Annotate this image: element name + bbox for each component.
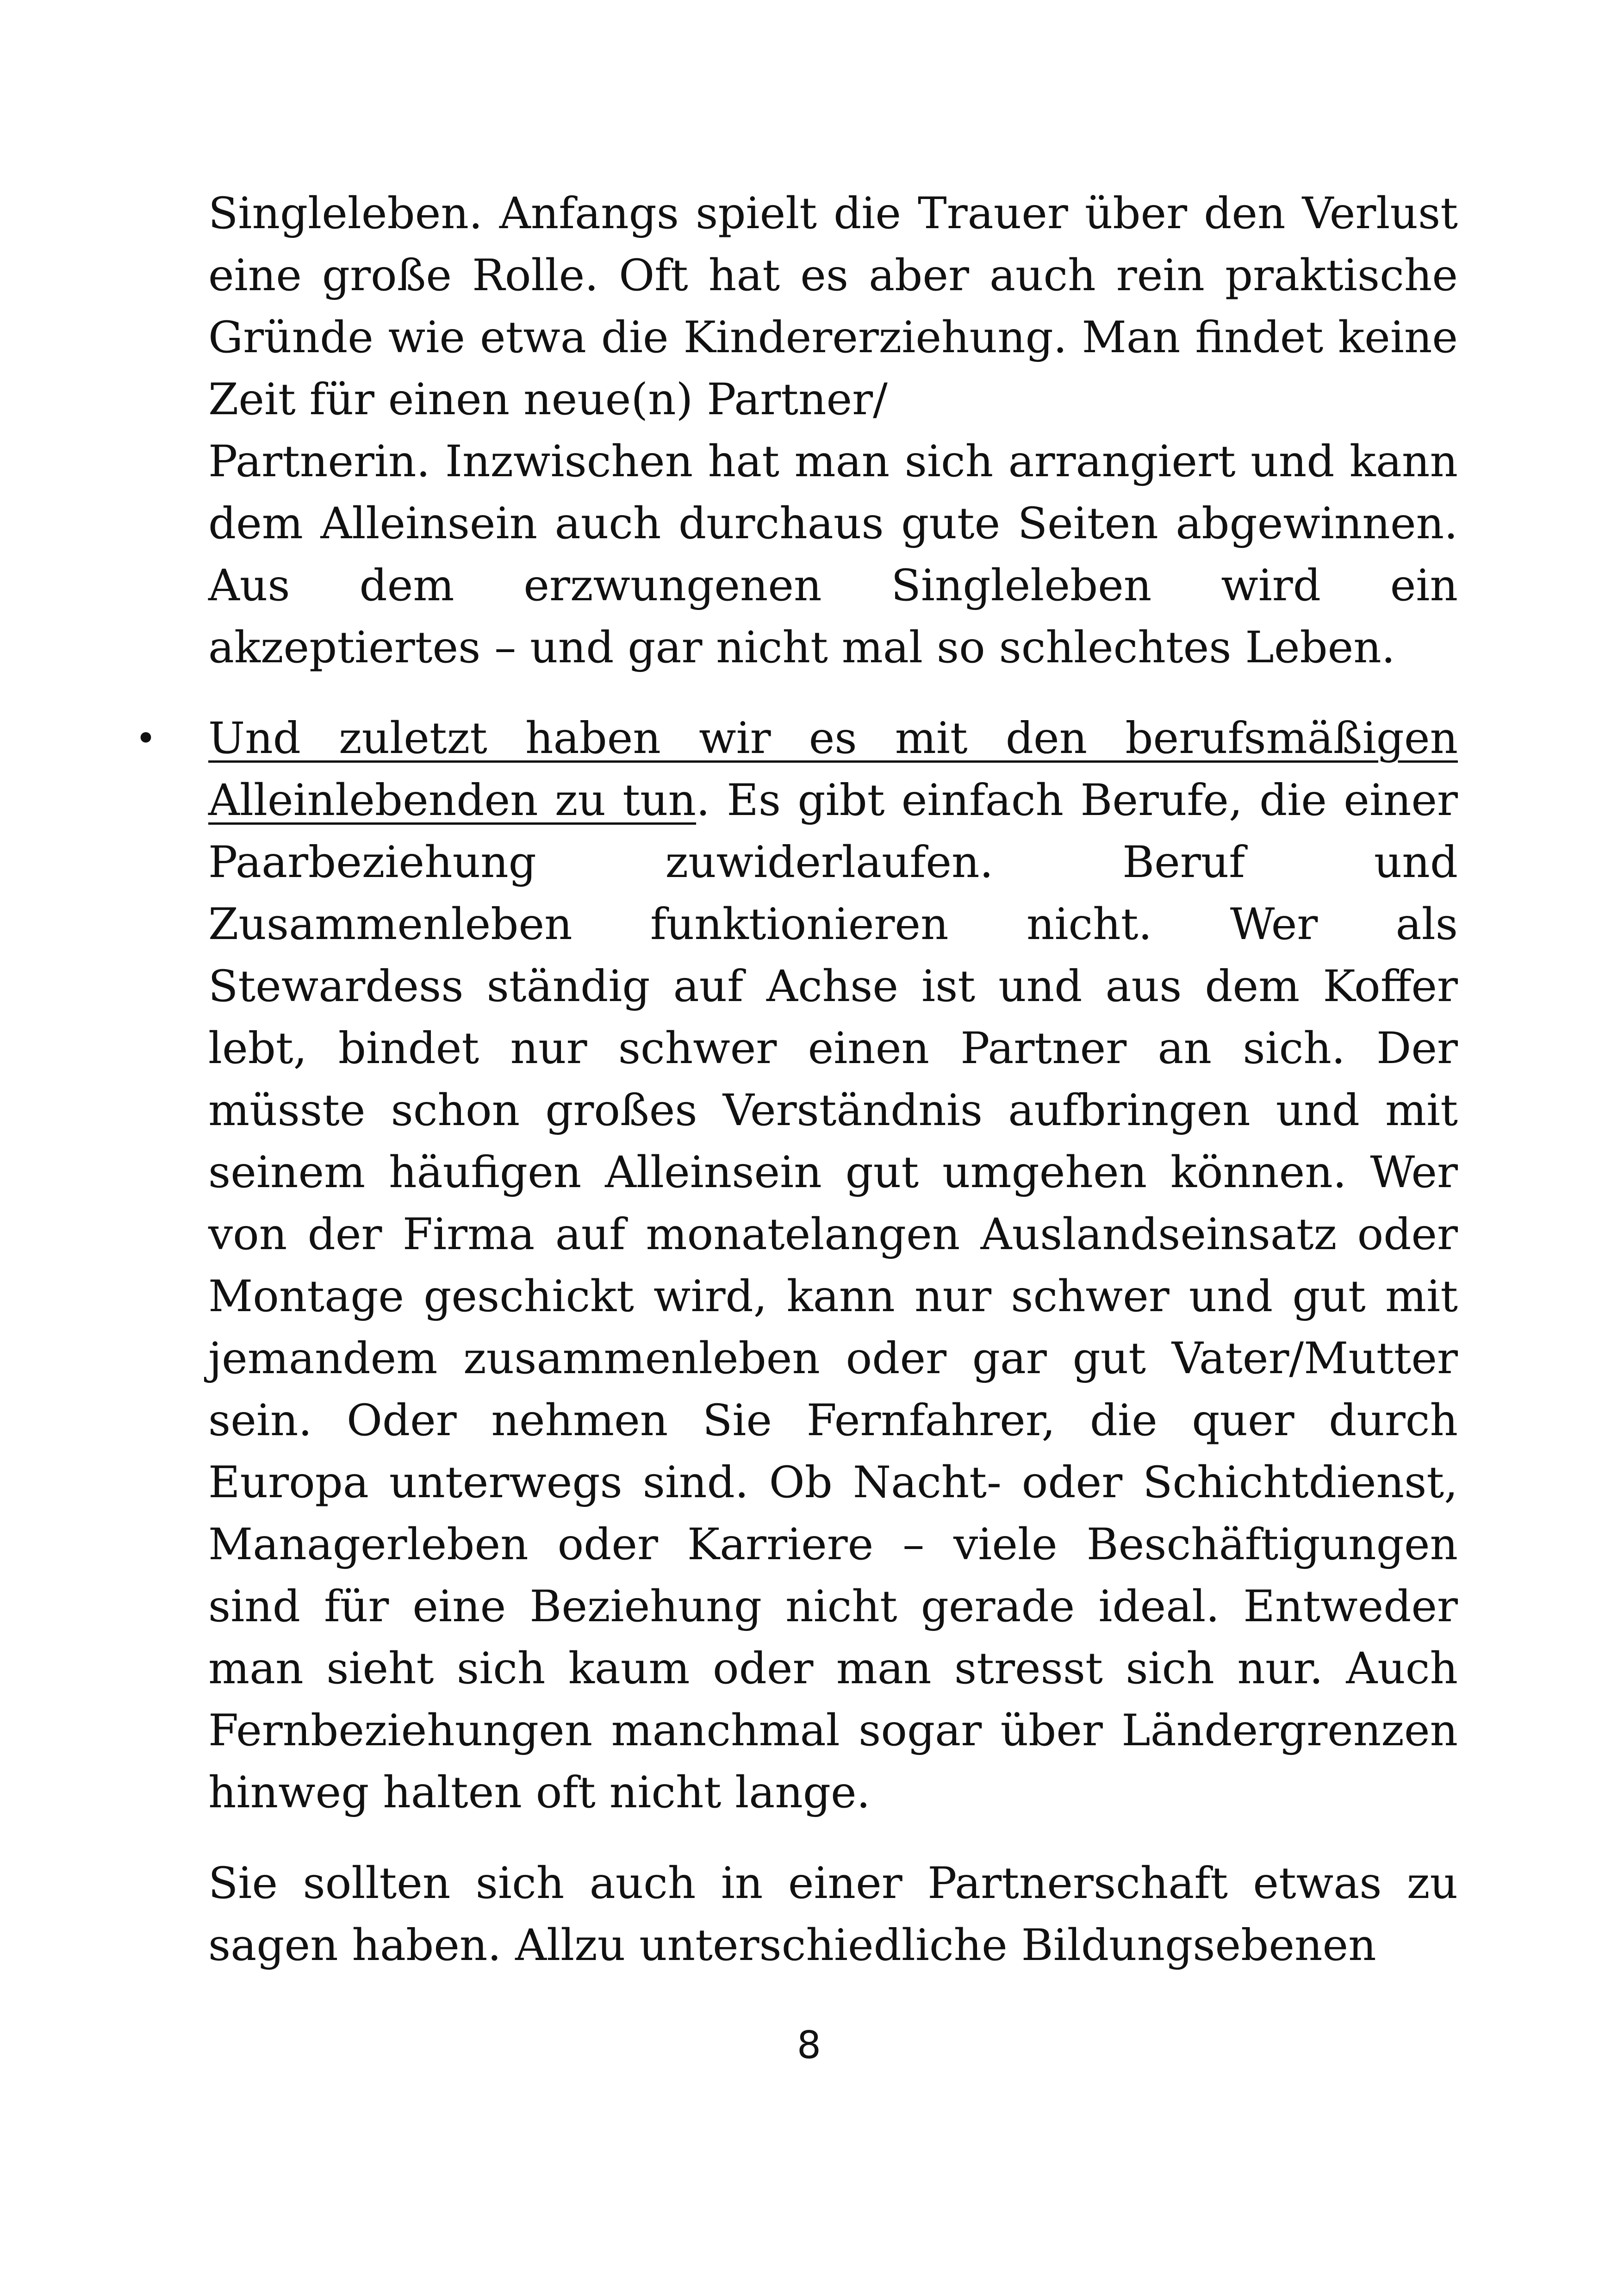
page-number: 8 <box>797 2023 821 2067</box>
bullet-body-text: . Es gibt einfach Berufe, die einer Paarbeziehung zuwiderlaufen. Beruf und Zusammenleben funktionieren nicht. Wer als Stewardess ständig auf Achse ist und aus dem Koffer lebt, bindet nur schwer einen Partner an sich. Der müsste schon großes Verständnis aufbringen und mit seinem häufigen Alleinsein gut umgehen können. Wer von der Firma auf monatelangen Auslandseinsatz oder Montage geschickt wird, kann nur schwer und gut mit jemandem zusammenleben oder gar gut Vater/Mutter sein. Oder nehmen Sie Fernfahrer, die quer durch Europa unterwegs sind. Ob Nacht- oder Schichtdienst, Managerleben oder Karriere – viele Beschäftigungen sind für eine Beziehung nicht gerade ideal. Entweder man sieht sich kaum oder man stresst sich nur. Auch Fernbeziehungen manchmal sogar über Ländergrenzen hinweg halten oft nicht lange. <box>208 775 1458 1818</box>
paragraph-continuation-line-b: Partnerin. Inzwischen hat man sich arrangiert und kann dem Alleinsein auch durchaus gute Seiten abgewinnen. Aus dem erzwungenen Singleleben wird ein akzeptiertes – und gar nicht mal so schlechtes Leben. <box>208 436 1458 673</box>
underlined-heading: Und zuletzt haben wir es mit den berufsmäßigen Alleinlebenden zu tun <box>208 713 1458 826</box>
paragraph-final: Sie sollten sich auch in einer Partnerschaft etwas zu sagen haben. Allzu unterschiedliche Bildungsebenen <box>208 1858 1458 1971</box>
bullet-marker: • <box>135 718 157 759</box>
bullet-paragraph <box>208 708 1458 1824</box>
bullet-list-item <box>135 708 1458 1824</box>
page-content <box>135 183 1458 1977</box>
paragraph-continuation-line-a: Singleleben. Anfangs spielt die Trauer über den Verlust eine große Rolle. Oft hat es aber auch rein praktische Gründe wie etwa die Kindererziehung. Man findet keine Zeit für einen neue(n) Partner/ <box>208 188 1458 425</box>
